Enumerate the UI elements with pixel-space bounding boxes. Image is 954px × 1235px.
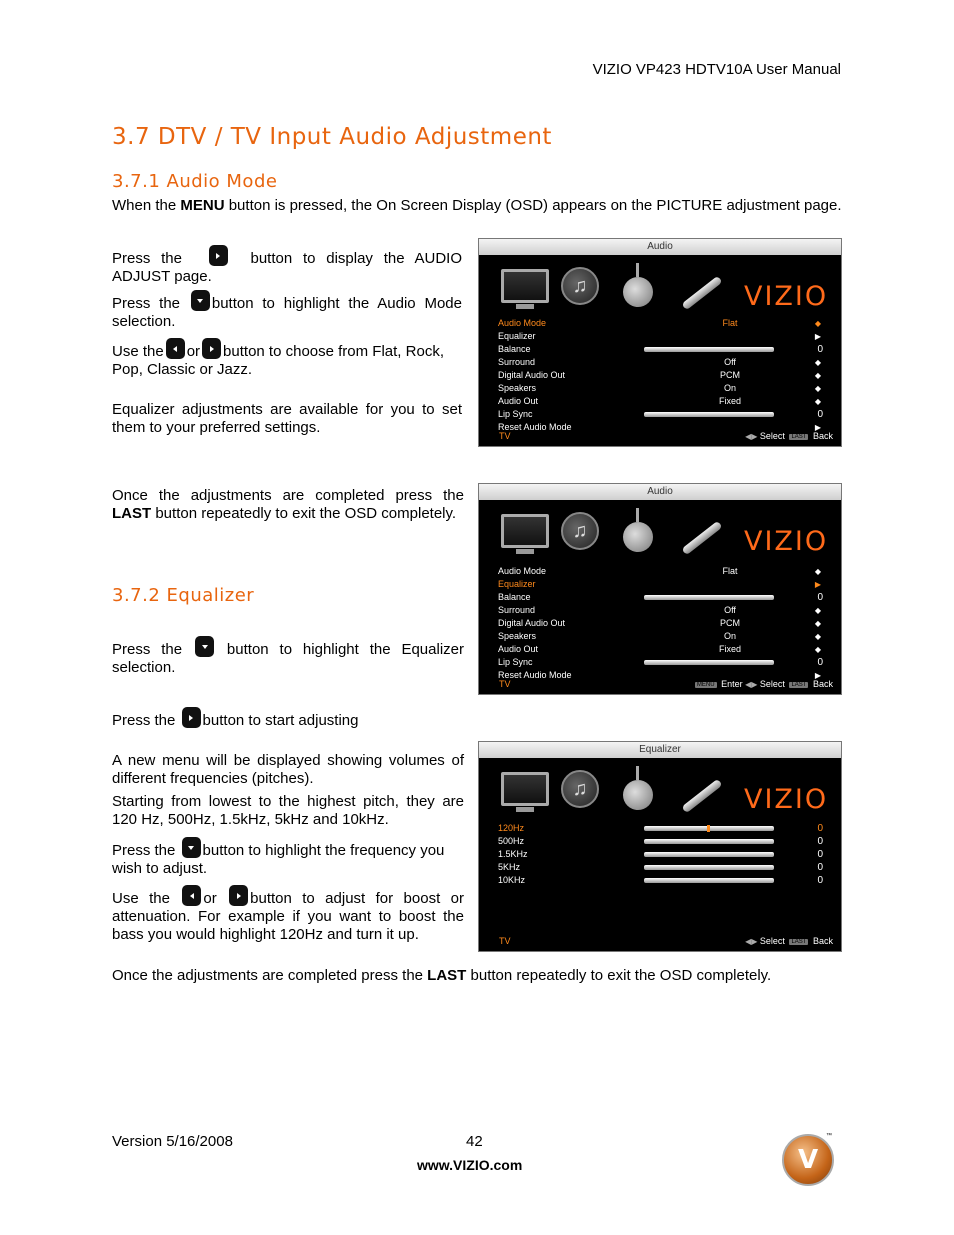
osd-row-value: Fixed (718, 644, 741, 654)
vizio-logo: VIZIO (744, 526, 829, 557)
v-logo-letter: V (797, 1145, 819, 1175)
osd-menu-row[interactable] (498, 604, 841, 617)
osd-back-hint: Back (812, 431, 833, 441)
osd-left-right-arrow-icon: ◆ (814, 567, 821, 576)
page-number: 42 (466, 1133, 483, 1150)
osd-row-label: Surround (498, 605, 536, 615)
osd-row-label: Digital Audio Out (498, 370, 566, 380)
osd-row-label: Audio Mode (498, 318, 547, 328)
osd-left-right-arrow-icon: ◆ (814, 358, 821, 367)
osd-select-hint: Select (759, 679, 785, 689)
osd-menu-row[interactable] (498, 356, 841, 369)
osd-menu-row[interactable] (498, 874, 841, 887)
osd-menu-row[interactable] (498, 317, 841, 330)
manual-header: VIZIO VP423 HDTV10A User Manual (592, 61, 841, 78)
osd-row-label: 120Hz (498, 823, 525, 833)
osd-title: Audio (479, 484, 841, 500)
equalizer-step-3: Press the button to highlight the frequency you wish to adjust. (112, 837, 464, 878)
osd-row-label: Balance (498, 344, 531, 354)
last-key-icon: LAST (791, 434, 807, 440)
osd-menu-row[interactable] (498, 617, 841, 630)
audio-mode-intro: When the MENU button is pressed, the On Screen Display (OSD) appears on the PICTURE adjustment page. (112, 197, 842, 214)
osd-equalizer-screen (478, 741, 842, 952)
osd-icon-bar (479, 255, 841, 317)
osd-menu-row[interactable] (498, 835, 841, 848)
left-button-icon (182, 885, 201, 906)
tv-icon (501, 269, 549, 303)
osd-row-label: Reset Audio Mode (498, 422, 572, 432)
website-link[interactable]: www.VIZIO.com (417, 1157, 523, 1173)
osd-right-arrow-icon: ▶ (814, 332, 821, 341)
osd-right-arrow-icon: ▶ (814, 580, 821, 589)
audio-mode-step-1: Press the button to display the AUDIO ADJUST page. (112, 245, 462, 286)
audio-mode-equalizer-note: Equalizer adjustments are available for you to set them to your preferred settings. (112, 401, 462, 436)
left-button-icon (166, 338, 185, 359)
osd-back-hint: Back (812, 679, 833, 689)
osd-row-value: Flat (722, 566, 738, 576)
wrench-icon (681, 521, 722, 556)
osd-slider[interactable] (644, 347, 774, 352)
osd-footer (499, 431, 841, 443)
osd-row-label: Lip Sync (498, 657, 533, 667)
vizio-logo: VIZIO (744, 281, 829, 312)
osd-row-label: 5KHz (498, 862, 521, 872)
osd-slider[interactable] (644, 660, 774, 665)
osd-row-number: 0 (817, 657, 823, 668)
osd-row-label: 10KHz (498, 875, 526, 885)
osd-menu-row[interactable] (498, 630, 841, 643)
osd-row-value: Off (724, 605, 736, 615)
osd-slider[interactable] (644, 595, 774, 600)
osd-menu-row[interactable] (498, 591, 841, 604)
osd-row-label: Audio Out (498, 644, 539, 654)
osd-row-label: Audio Mode (498, 566, 547, 576)
osd-slider[interactable] (644, 865, 774, 870)
osd-source: TV (499, 936, 511, 946)
right-button-icon (202, 338, 221, 359)
osd-row-label: Equalizer (498, 331, 536, 341)
osd-row-label: Lip Sync (498, 409, 533, 419)
vizio-v-logo (782, 1134, 834, 1186)
osd-menu-row[interactable] (498, 343, 841, 356)
osd-source: TV (499, 431, 511, 441)
down-button-icon (195, 636, 214, 657)
equalizer-step-4: Use the or button to adjust for boost or attenuation. For example if you want to boost the bass you would highlight 120Hz and turn it up. (112, 885, 464, 944)
osd-menu-row[interactable] (498, 408, 841, 421)
left-right-keys-icon: ◀▶ (745, 680, 758, 689)
music-note-icon: ♫ (561, 770, 599, 808)
antenna-globe-icon (623, 780, 653, 810)
osd-left-right-arrow-icon: ◆ (814, 645, 821, 654)
osd-footer (499, 679, 841, 691)
osd-select-hint: Select (759, 431, 785, 441)
section-heading: 3.7 DTV / TV Input Audio Adjustment (112, 124, 552, 150)
osd-icon-bar (479, 500, 841, 562)
osd-row-label: Reset Audio Mode (498, 670, 572, 680)
osd-row-number: 0 (817, 862, 823, 873)
right-button-icon (209, 245, 228, 266)
slider-thumb[interactable] (707, 825, 710, 832)
osd-audio-screen-1 (478, 238, 842, 447)
osd-menu-row[interactable] (498, 330, 841, 343)
equalizer-new-menu: A new menu will be displayed showing volumes of different frequencies (pitches). (112, 752, 464, 787)
osd-footer (499, 936, 841, 948)
osd-row-label: Audio Out (498, 396, 539, 406)
osd-row-number: 0 (817, 875, 823, 886)
osd-row-label: 1.5KHz (498, 849, 528, 859)
osd-row-label: 500Hz (498, 836, 525, 846)
osd-row-value: Off (724, 357, 736, 367)
trademark-mark: ™ (826, 1133, 832, 1139)
music-note-icon: ♫ (561, 512, 599, 550)
osd-slider[interactable] (644, 826, 774, 831)
osd-slider[interactable] (644, 878, 774, 883)
right-button-icon (182, 707, 201, 728)
osd-enter-hint: Enter (721, 679, 743, 689)
osd-menu-row[interactable] (498, 369, 841, 382)
osd-menu-row[interactable] (498, 395, 841, 408)
osd-left-right-arrow-icon: ◆ (814, 397, 821, 406)
osd-row-value: PCM (720, 370, 740, 380)
osd-right-arrow-icon: ▶ (814, 671, 821, 680)
last-key-icon: LAST (791, 682, 807, 688)
osd-left-right-arrow-icon: ◆ (814, 619, 821, 628)
right-button-icon (229, 885, 248, 906)
version-footer: Version 5/16/2008 (112, 1133, 233, 1150)
osd-row-number: 0 (817, 409, 823, 420)
osd-row-value: Fixed (718, 396, 741, 406)
equalizer-step-2: Press the button to start adjusting (112, 707, 464, 730)
osd-row-value: Flat (722, 318, 738, 328)
osd-left-right-arrow-icon: ◆ (814, 371, 821, 380)
osd-menu-row[interactable] (498, 578, 841, 591)
osd-slider[interactable] (644, 839, 774, 844)
osd-row-number: 0 (817, 836, 823, 847)
osd-title: Audio (479, 239, 841, 255)
equalizer-finish: Once the adjustments are completed press the LAST button repeatedly to exit the OSD completely. (112, 967, 772, 984)
audio-mode-heading: 3.7.1 Audio Mode (112, 171, 278, 192)
down-button-icon (191, 290, 210, 311)
osd-slider[interactable] (644, 852, 774, 857)
osd-menu-row[interactable] (498, 656, 841, 669)
osd-menu-row[interactable] (498, 848, 841, 861)
osd-row-label: Speakers (498, 383, 537, 393)
osd-left-right-arrow-icon: ◆ (814, 632, 821, 641)
antenna-globe-icon (623, 522, 653, 552)
left-right-keys-icon: ◀▶ (745, 937, 758, 946)
music-note-icon: ♫ (561, 267, 599, 305)
menu-key-icon: MENU (696, 682, 715, 688)
osd-row-number: 0 (817, 344, 823, 355)
osd-left-right-arrow-icon: ◆ (814, 384, 821, 393)
osd-menu-row[interactable] (498, 643, 841, 656)
equalizer-heading: 3.7.2 Equalizer (112, 585, 255, 606)
osd-icon-bar (479, 758, 841, 820)
equalizer-frequencies: Starting from lowest to the highest pitch, they are 120 Hz, 500Hz, 1.5kHz, 5kHz and 10kHz. (112, 793, 464, 828)
tv-icon (501, 772, 549, 806)
last-key-icon: LAST (791, 939, 807, 945)
osd-row-label: Balance (498, 592, 531, 602)
osd-row-label: Surround (498, 357, 536, 367)
osd-row-label: Speakers (498, 631, 537, 641)
vizio-logo: VIZIO (744, 784, 829, 815)
osd-row-number: 0 (817, 849, 823, 860)
osd-menu-row[interactable] (498, 565, 841, 578)
osd-menu-row[interactable] (498, 822, 841, 835)
osd-source: TV (499, 679, 511, 689)
audio-mode-step-2: Press the button to highlight the Audio Mode selection. (112, 290, 462, 331)
audio-mode-finish: Once the adjustments are completed press the LAST button repeatedly to exit the OSD completely. (112, 487, 464, 522)
tv-icon (501, 514, 549, 548)
osd-row-label: Equalizer (498, 579, 536, 589)
equalizer-step-1: Press the button to highlight the Equalizer selection. (112, 636, 464, 677)
osd-title: Equalizer (479, 742, 841, 758)
osd-row-value: On (723, 631, 736, 641)
osd-audio-screen-2 (478, 483, 842, 695)
osd-row-number: 0 (817, 823, 823, 834)
osd-row-value: PCM (720, 618, 740, 628)
down-button-icon (182, 837, 201, 858)
wrench-icon (681, 276, 722, 311)
osd-row-number: 0 (817, 592, 823, 603)
left-right-keys-icon: ◀▶ (745, 432, 758, 441)
osd-row-value: On (723, 383, 736, 393)
audio-mode-step-3: Use the or button to choose from Flat, Rock, Pop, Classic or Jazz. (112, 338, 462, 379)
wrench-icon (681, 779, 722, 814)
osd-row-label: Digital Audio Out (498, 618, 566, 628)
osd-left-right-arrow-icon: ◆ (814, 319, 821, 328)
osd-menu-row[interactable] (498, 382, 841, 395)
osd-slider[interactable] (644, 412, 774, 417)
osd-select-hint: Select (759, 936, 785, 946)
osd-back-hint: Back (812, 936, 833, 946)
osd-menu-row[interactable] (498, 861, 841, 874)
osd-left-right-arrow-icon: ◆ (814, 606, 821, 615)
antenna-globe-icon (623, 277, 653, 307)
osd-right-arrow-icon: ▶ (814, 423, 821, 432)
